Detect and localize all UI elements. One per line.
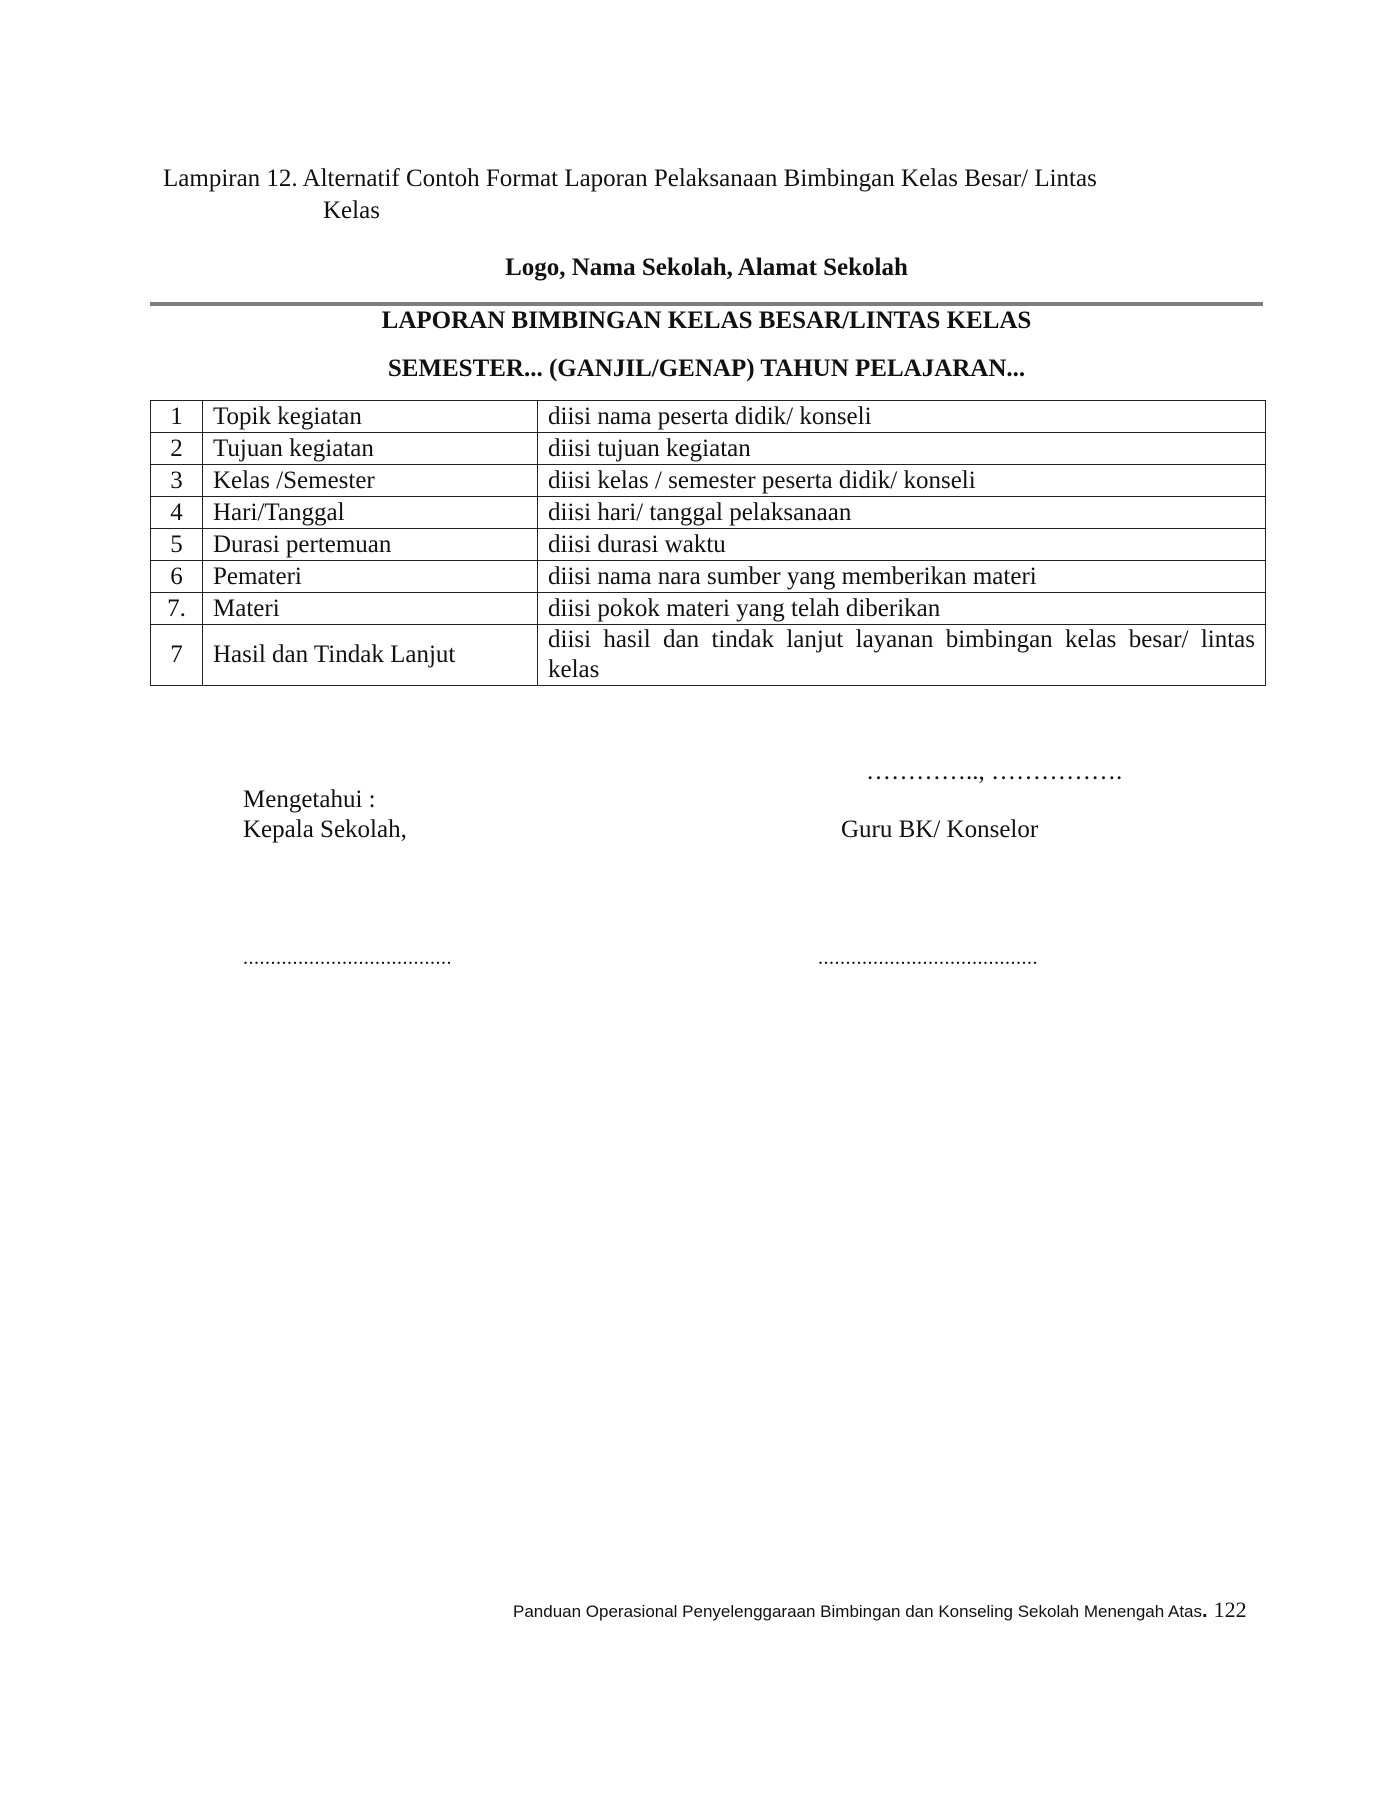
row-value: diisi nama nara sumber yang memberikan materi bbox=[538, 561, 1266, 593]
row-value: diisi durasi waktu bbox=[538, 529, 1266, 561]
row-number: 1 bbox=[151, 401, 203, 433]
counselor-signature-blank: ........................................ bbox=[818, 947, 1038, 969]
letterhead-divider bbox=[150, 302, 1263, 306]
footer-caption: Panduan Operasional Penyelenggaraan Bimbingan dan Konseling Sekolah Menengah Atas bbox=[513, 1602, 1203, 1621]
place-date-blank: ………….., ……………. bbox=[866, 758, 1123, 785]
letterhead: Logo, Nama Sekolah, Alamat Sekolah bbox=[505, 254, 908, 281]
table-row bbox=[151, 561, 1266, 593]
footer-separator: . bbox=[1202, 1600, 1208, 1622]
acknowledged-label: Mengetahui : bbox=[243, 786, 376, 813]
principal-title: Kepala Sekolah, bbox=[243, 816, 407, 843]
row-number: 2 bbox=[151, 433, 203, 465]
row-label: Tujuan kegiatan bbox=[203, 433, 538, 465]
row-label: Hari/Tanggal bbox=[203, 497, 538, 529]
table-row bbox=[151, 465, 1266, 497]
principal-signature-blank: ...................................... bbox=[243, 947, 452, 969]
row-label: Kelas /Semester bbox=[203, 465, 538, 497]
row-number: 7. bbox=[151, 593, 203, 625]
row-value: diisi nama peserta didik/ konseli bbox=[538, 401, 1266, 433]
report-subtitle: SEMESTER... (GANJIL/GENAP) TAHUN PELAJARAN... bbox=[387, 355, 1026, 382]
row-value: diisi kelas / semester peserta didik/ konseli bbox=[538, 465, 1266, 497]
report-title: LAPORAN BIMBINGAN KELAS BESAR/LINTAS KELAS bbox=[381, 307, 1032, 334]
appendix-title bbox=[163, 163, 1203, 227]
appendix-title-line2: Kelas bbox=[323, 197, 380, 224]
row-label: Topik kegiatan bbox=[203, 401, 538, 433]
row-number: 3 bbox=[151, 465, 203, 497]
table-row bbox=[151, 593, 1266, 625]
row-value: diisi tujuan kegiatan bbox=[538, 433, 1266, 465]
row-label: Pemateri bbox=[203, 561, 538, 593]
row-value: diisi pokok materi yang telah diberikan bbox=[538, 593, 1266, 625]
row-label: Hasil dan Tindak Lanjut bbox=[203, 625, 538, 686]
appendix-title-line1: Lampiran 12. Alternatif Contoh Format Laporan Pelaksanaan Bimbingan Kelas Besar/ Lintas bbox=[163, 165, 1097, 192]
report-table bbox=[150, 400, 1266, 686]
table-row bbox=[151, 497, 1266, 529]
row-value: diisi hasil dan tindak lanjut layanan bimbingan kelas besar/ lintas kelas bbox=[538, 625, 1266, 686]
row-label: Durasi pertemuan bbox=[203, 529, 538, 561]
page-number: 122 bbox=[1213, 1597, 1247, 1622]
row-number: 7 bbox=[151, 625, 203, 686]
table-row bbox=[151, 401, 1266, 433]
table-row bbox=[151, 625, 1266, 686]
counselor-title: Guru BK/ Konselor bbox=[841, 816, 1039, 843]
row-number: 6 bbox=[151, 561, 203, 593]
row-label: Materi bbox=[203, 593, 538, 625]
table-row bbox=[151, 433, 1266, 465]
row-number: 5 bbox=[151, 529, 203, 561]
page-footer bbox=[513, 1597, 1247, 1623]
row-value: diisi hari/ tanggal pelaksanaan bbox=[538, 497, 1266, 529]
table-row bbox=[151, 529, 1266, 561]
row-number: 4 bbox=[151, 497, 203, 529]
